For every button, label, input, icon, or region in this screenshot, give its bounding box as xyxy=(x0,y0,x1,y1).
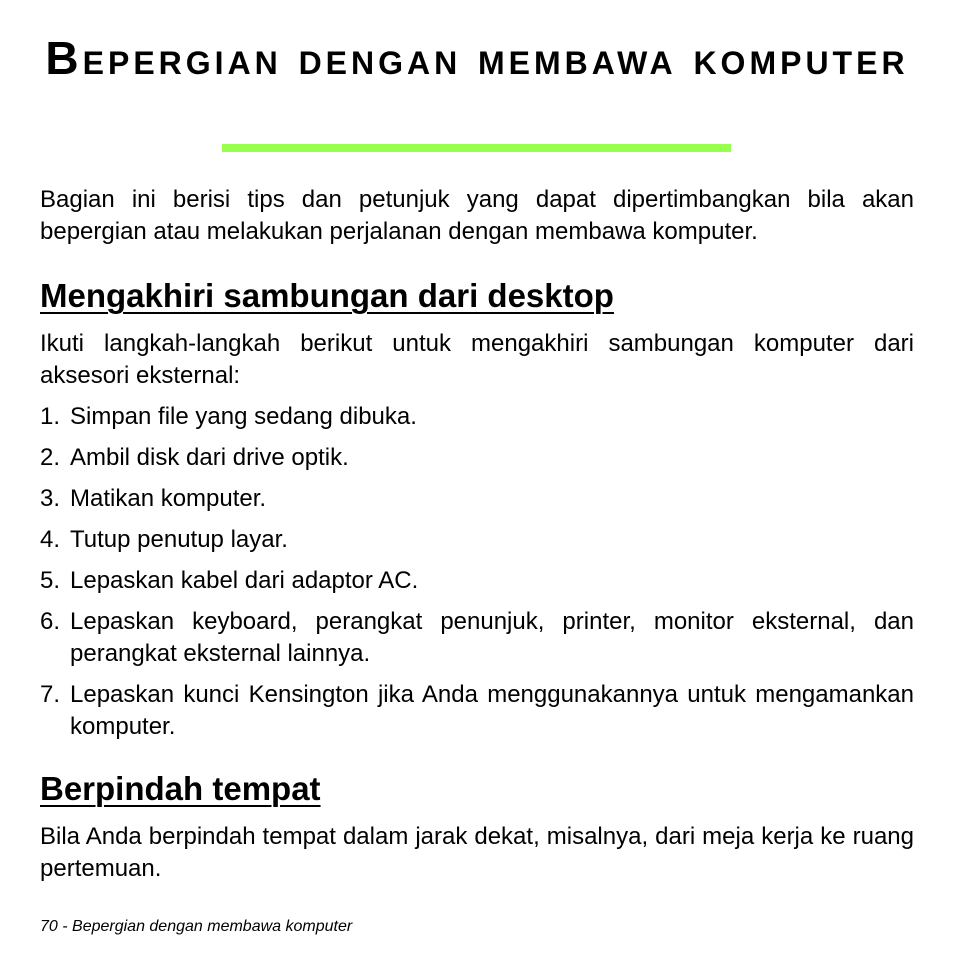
chapter-title: Bepergian dengan membawa komputer xyxy=(45,32,909,84)
page-footer: 70 - Bepergian dengan membawa komputer xyxy=(40,918,353,935)
step-number: 3. xyxy=(40,485,61,512)
list-item xyxy=(40,401,914,433)
section-heading-disconnect: Mengakhiri sambungan dari desktop xyxy=(40,277,614,314)
step-text: Matikan komputer. xyxy=(70,485,267,512)
steps-list xyxy=(40,401,914,743)
list-item xyxy=(40,606,914,670)
list-item xyxy=(40,565,914,597)
section-lead-paragraph: Ikuti langkah-langkah berikut untuk mengakhiri sambungan komputer dari aksesori eksternal: xyxy=(40,330,914,389)
step-text: Lepaskan keyboard, perangkat penunjuk, printer, monitor eksternal, dan perangkat eksternal lainnya. xyxy=(70,608,914,667)
step-text: Lepaskan kabel dari adaptor AC. xyxy=(70,567,419,594)
section-body-paragraph: Bila Anda berpindah tempat dalam jarak dekat, misalnya, dari meja kerja ke ruang pertemuan. xyxy=(40,823,914,882)
step-text: Ambil disk dari drive optik. xyxy=(70,444,349,471)
step-number: 1. xyxy=(40,403,61,430)
intro-paragraph: Bagian ini berisi tips dan petunjuk yang dapat dipertimbangkan bila akan bepergian atau melakukan perjalanan dengan membawa komputer. xyxy=(40,186,914,245)
list-item xyxy=(40,524,914,556)
list-item xyxy=(40,679,914,743)
step-text: Simpan file yang sedang dibuka. xyxy=(70,403,417,430)
title-underline-rule xyxy=(222,144,731,152)
step-text: Tutup penutup layar. xyxy=(70,526,288,553)
step-number: 4. xyxy=(40,526,61,553)
step-number: 2. xyxy=(40,444,61,471)
step-number: 5. xyxy=(40,567,61,594)
page-content xyxy=(40,184,914,885)
list-item xyxy=(40,483,914,515)
step-number: 7. xyxy=(40,681,61,708)
list-item xyxy=(40,442,914,474)
step-number: 6. xyxy=(40,608,61,635)
section-heading-moving: Berpindah tempat xyxy=(40,770,321,807)
step-text: Lepaskan kunci Kensington jika Anda menggunakannya untuk mengamankan komputer. xyxy=(70,681,914,740)
